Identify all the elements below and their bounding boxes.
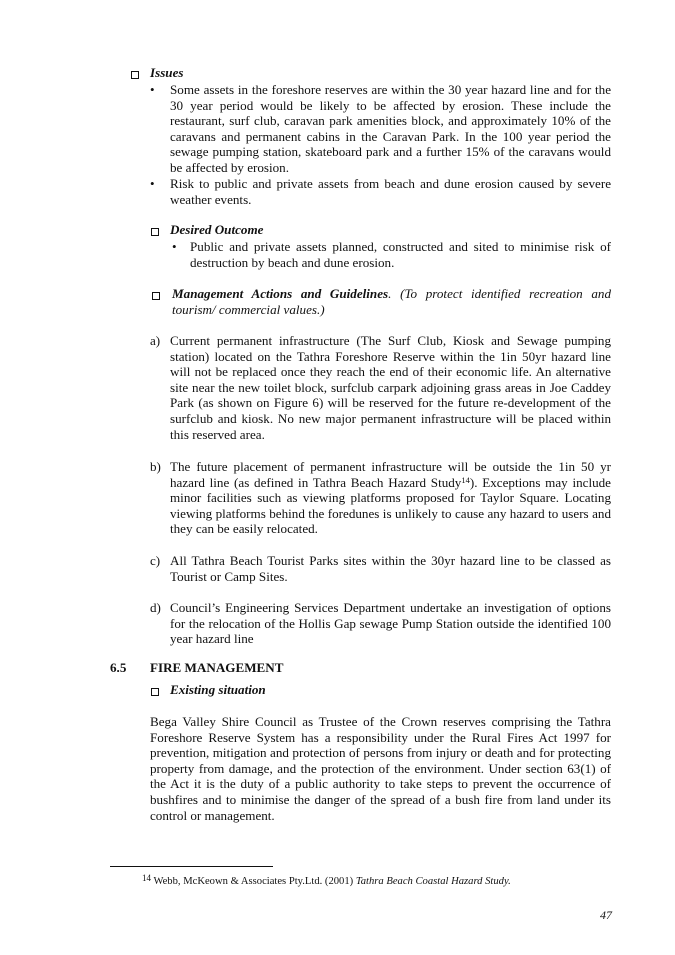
- footnote: [142, 875, 602, 888]
- checkbox-bullet: [151, 228, 159, 236]
- management-item-a: Current permanent infrastructure (The Surf Club, Kiosk and Sewage pumping station) located on the Tathra Foreshore Reserve within the 1in 50yr hazard line will not be replaced once they reach the end of their economic life. An alternative site near the new toilet block, surfclub carpark adjoining grass areas in Joe Caddey Park (as shown on Figure 6) will be reserved for the future re-development of the surfclub and kiosk. No new major permanent infrastructure will be placed within this reserved area.: [170, 333, 611, 442]
- footnote-title: Tathra Beach Coastal Hazard Study.: [355, 876, 511, 887]
- issues-bullet-2: Risk to public and private assets from beach and dune erosion caused by severe weather events.: [170, 176, 611, 207]
- item-label-d: d): [150, 600, 161, 615]
- desired-outcome-heading: Desired Outcome: [170, 222, 264, 237]
- footnote-divider: [110, 866, 273, 867]
- item-label-b: b): [150, 459, 161, 474]
- fire-paragraph: Bega Valley Shire Council as Trustee of the Crown reserves comprising the Tathra Foreshore Reserve System has a responsibility under the Rural Fires Act 1997 for prevention, mitigation and protection of persons from injury or death and for protecting property from damage, and the protection of the environment. Under section 63(1) of the Act it is the duty of a public authority to take steps to prevent the occurrence of bushfires and to minimise the danger of the spread of a bush fire from land under its control or management.: [150, 714, 611, 823]
- footnote-text: Webb, McKeown & Associates Pty.Ltd. (2001): [151, 876, 356, 887]
- checkbox-bullet: [131, 71, 139, 79]
- checkbox-bullet: [152, 292, 160, 300]
- issues-bullet-1: Some assets in the foreshore reserves are within the 30 year hazard line and for the 30 year period would be likely to be affected by erosion. These include the restaurant, surf club, caravan park amenities block, and approximately 10% of the caravans and permanent cabins in the Caravan Park. In the 100 year period the sewage pumping station, skateboard park and a further 15% of the caravans would be affected by erosion.: [170, 82, 611, 175]
- issues-heading: Issues: [150, 65, 184, 80]
- existing-situation-heading: Existing situation: [170, 682, 266, 697]
- item-label-c: c): [150, 553, 161, 568]
- footnote-number: 14: [142, 873, 151, 883]
- item-b-text-after: ). Exceptions may include minor facilities such as viewing platforms proposed for Taylor Square. Locating viewing platforms behind the foredunes is unlikely to cause any hazard to users and they can be easily relocated.: [170, 474, 611, 537]
- item-b-text-before: The future placement of permanent infrastructure will be outside the 1in 50 yr hazard line (as defined in Tathra Beach Hazard Study: [170, 459, 611, 490]
- page-number: 47: [600, 908, 612, 922]
- bullet-icon: •: [150, 176, 155, 191]
- checkbox-bullet: [151, 688, 159, 696]
- bullet-icon: •: [172, 239, 177, 254]
- footnote-ref: 14: [461, 474, 470, 485]
- section-number: 6.5: [110, 660, 127, 675]
- management-heading: Management Actions and Guidelines: [172, 286, 389, 301]
- management-item-d: Council’s Engineering Services Department undertake an investigation of options for the relocation of the Hollis Gap sewage Pump Station outside the identified 100 year hazard line: [170, 600, 611, 647]
- bullet-icon: •: [150, 82, 155, 97]
- item-label-a: a): [150, 333, 161, 348]
- management-heading-block: [172, 286, 611, 317]
- management-subheading: . (To protect identified recreation and tourism/ commercial values.): [172, 286, 611, 317]
- section-title: FIRE MANAGEMENT: [150, 660, 284, 675]
- management-item-c: All Tathra Beach Tourist Parks sites within the 30yr hazard line to be classed as Tourist or Camp Sites.: [170, 553, 611, 584]
- desired-outcome-bullet: Public and private assets planned, constructed and sited to minimise risk of destruction by beach and dune erosion.: [190, 239, 611, 270]
- management-item-b: [170, 459, 611, 537]
